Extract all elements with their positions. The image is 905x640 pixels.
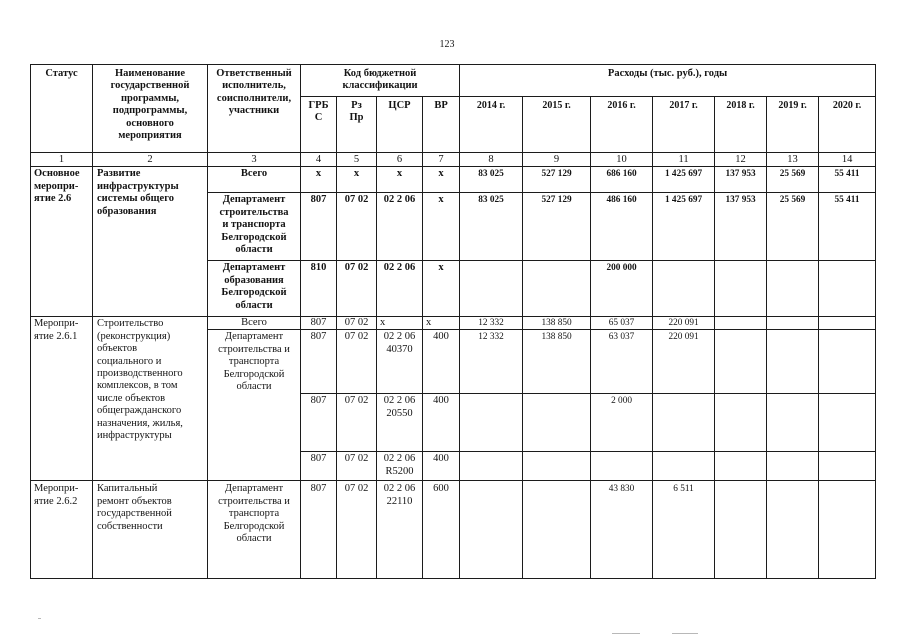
expense-2019-cell [767, 330, 819, 394]
vr-cell: х [423, 261, 460, 317]
expense-2016-cell: 43 830 [591, 481, 653, 579]
expense-2018-cell [715, 261, 767, 317]
column-number: 14 [819, 153, 876, 167]
csr-cell: 02 2 06 22110 [377, 481, 423, 579]
rzpr-cell: 07 02 [337, 452, 377, 481]
header-csr: ЦСР [377, 97, 423, 153]
header-row [31, 65, 876, 97]
grbs-cell: 807 [301, 452, 337, 481]
expense-2014-cell: 83 025 [460, 193, 523, 261]
expense-2016-cell: 200 000 [591, 261, 653, 317]
rzpr-cell: 07 02 [337, 394, 377, 452]
rzpr-cell: 07 02 [337, 317, 377, 330]
csr-cell: 02 2 06 40370 [377, 330, 423, 394]
expense-2015-cell [523, 394, 591, 452]
column-number: 9 [523, 153, 591, 167]
expense-2015-cell: 527 129 [523, 167, 591, 193]
grbs-cell: 810 [301, 261, 337, 317]
scan-mark [38, 618, 41, 619]
header-year-2015: 2015 г. [523, 97, 591, 153]
rzpr-cell: 07 02 [337, 261, 377, 317]
column-number: 3 [208, 153, 301, 167]
grbs-cell: х [301, 167, 337, 193]
expense-2014-cell [460, 481, 523, 579]
expense-2019-cell [767, 394, 819, 452]
header-year-2018: 2018 г. [715, 97, 767, 153]
grbs-cell: 807 [301, 481, 337, 579]
expense-2015-cell: 138 850 [523, 317, 591, 330]
executor-cell: Департамент строительства и транспорта Белгородской области [208, 330, 301, 481]
expense-2020-cell [819, 452, 876, 481]
header-grbs: ГРБ С [301, 97, 337, 153]
header-expenses: Расходы (тыс. руб.), годы [460, 65, 876, 97]
expense-2018-cell: 137 953 [715, 193, 767, 261]
expense-2017-cell: 220 091 [653, 330, 715, 394]
vr-cell: 400 [423, 452, 460, 481]
executor-cell: Всего [208, 317, 301, 330]
expense-2015-cell: 527 129 [523, 193, 591, 261]
column-number: 13 [767, 153, 819, 167]
expense-2014-cell: 12 332 [460, 330, 523, 394]
expense-2019-cell [767, 317, 819, 330]
name-cell: Развитие инфраструктуры системы общего образования [93, 167, 208, 317]
vr-cell: 400 [423, 394, 460, 452]
table-row [31, 167, 876, 193]
expense-2020-cell: 55 411 [819, 193, 876, 261]
expense-2020-cell [819, 317, 876, 330]
grbs-cell: 807 [301, 394, 337, 452]
expense-2019-cell: 25 569 [767, 193, 819, 261]
column-number: 10 [591, 153, 653, 167]
vr-cell: х [423, 193, 460, 261]
grbs-cell: 807 [301, 330, 337, 394]
rzpr-cell: 07 02 [337, 481, 377, 579]
column-number: 6 [377, 153, 423, 167]
column-number: 1 [31, 153, 93, 167]
header-year-2014: 2014 г. [460, 97, 523, 153]
column-number: 2 [93, 153, 208, 167]
column-number: 8 [460, 153, 523, 167]
executor-cell: Департамент строительства и транспорта Белгородской области [208, 193, 301, 261]
expense-2017-cell: 6 511 [653, 481, 715, 579]
expense-2016-cell [591, 452, 653, 481]
name-cell: Строительство (реконструкция) объектов социального и производственного комплексов, в том числе объектов общегражданского назначения, жилья, инфраструктуры [93, 317, 208, 481]
expense-2016-cell: 2 000 [591, 394, 653, 452]
csr-cell: х [377, 167, 423, 193]
status-cell: Основное меропри- ятие 2.6 [31, 167, 93, 317]
header-year-2020: 2020 г. [819, 97, 876, 153]
expense-2018-cell [715, 317, 767, 330]
expense-2014-cell [460, 394, 523, 452]
expense-2014-cell [460, 261, 523, 317]
header-responsible: Ответственный исполнитель, соисполнители, участники [208, 65, 301, 153]
expense-2020-cell: 55 411 [819, 167, 876, 193]
expense-2019-cell [767, 452, 819, 481]
executor-cell: Департамент строительства и транспорта Белгородской области [208, 481, 301, 579]
expense-2014-cell: 83 025 [460, 167, 523, 193]
rzpr-cell: 07 02 [337, 330, 377, 394]
header-year-2019: 2019 г. [767, 97, 819, 153]
expense-2017-cell [653, 261, 715, 317]
expense-2014-cell: 12 332 [460, 317, 523, 330]
column-number: 12 [715, 153, 767, 167]
expense-2019-cell [767, 481, 819, 579]
header-vr: ВР [423, 97, 460, 153]
vr-cell: х [423, 167, 460, 193]
header-rzpr: Рз Пр [337, 97, 377, 153]
expense-2016-cell: 65 037 [591, 317, 653, 330]
expense-2018-cell [715, 452, 767, 481]
status-cell: Меропри- ятие 2.6.2 [31, 481, 93, 579]
rzpr-cell: 07 02 [337, 193, 377, 261]
column-number: 7 [423, 153, 460, 167]
expense-2015-cell [523, 481, 591, 579]
table-row [31, 481, 876, 579]
header-name: Наименование государственной программы, подпрограммы, основного мероприятия [93, 65, 208, 153]
vr-cell: 400 [423, 330, 460, 394]
expense-2016-cell: 63 037 [591, 330, 653, 394]
executor-cell: Департамент образования Белгородской области [208, 261, 301, 317]
executor-cell: Всего [208, 167, 301, 193]
budget-table [30, 64, 876, 579]
name-cell: Капитальный ремонт объектов государственной собственности [93, 481, 208, 579]
header-status: Статус [31, 65, 93, 153]
scan-mark [672, 633, 698, 634]
expense-2019-cell: 25 569 [767, 167, 819, 193]
expense-2016-cell: 686 160 [591, 167, 653, 193]
expense-2017-cell [653, 452, 715, 481]
vr-cell: х [423, 317, 460, 330]
expense-2018-cell [715, 330, 767, 394]
column-number-row [31, 153, 876, 167]
rzpr-cell: х [337, 167, 377, 193]
expense-2015-cell [523, 261, 591, 317]
status-cell: Меропри- ятие 2.6.1 [31, 317, 93, 481]
column-number: 5 [337, 153, 377, 167]
column-number: 4 [301, 153, 337, 167]
csr-cell: 02 2 06 [377, 261, 423, 317]
column-number: 11 [653, 153, 715, 167]
expense-2014-cell [460, 452, 523, 481]
csr-cell: 02 2 06 20550 [377, 394, 423, 452]
expense-2018-cell: 137 953 [715, 167, 767, 193]
expense-2016-cell: 486 160 [591, 193, 653, 261]
header-budget-code: Код бюджетной классификации [301, 65, 460, 97]
scan-mark [612, 633, 640, 634]
header-year-2016: 2016 г. [591, 97, 653, 153]
expense-2015-cell [523, 452, 591, 481]
expense-2020-cell [819, 330, 876, 394]
expense-2020-cell [819, 481, 876, 579]
expense-2017-cell: 220 091 [653, 317, 715, 330]
csr-cell: 02 2 06 R5200 [377, 452, 423, 481]
expense-2019-cell [767, 261, 819, 317]
expense-2018-cell [715, 394, 767, 452]
header-year-2017: 2017 г. [653, 97, 715, 153]
grbs-cell: 807 [301, 317, 337, 330]
grbs-cell: 807 [301, 193, 337, 261]
expense-2020-cell [819, 394, 876, 452]
vr-cell: 600 [423, 481, 460, 579]
csr-cell: х [377, 317, 423, 330]
expense-2020-cell [819, 261, 876, 317]
page-number: 123 [439, 39, 455, 50]
expense-2017-cell: 1 425 697 [653, 167, 715, 193]
expense-2017-cell: 1 425 697 [653, 193, 715, 261]
table-row [31, 317, 876, 330]
expense-2015-cell: 138 850 [523, 330, 591, 394]
expense-2018-cell [715, 481, 767, 579]
csr-cell: 02 2 06 [377, 193, 423, 261]
expense-2017-cell [653, 394, 715, 452]
